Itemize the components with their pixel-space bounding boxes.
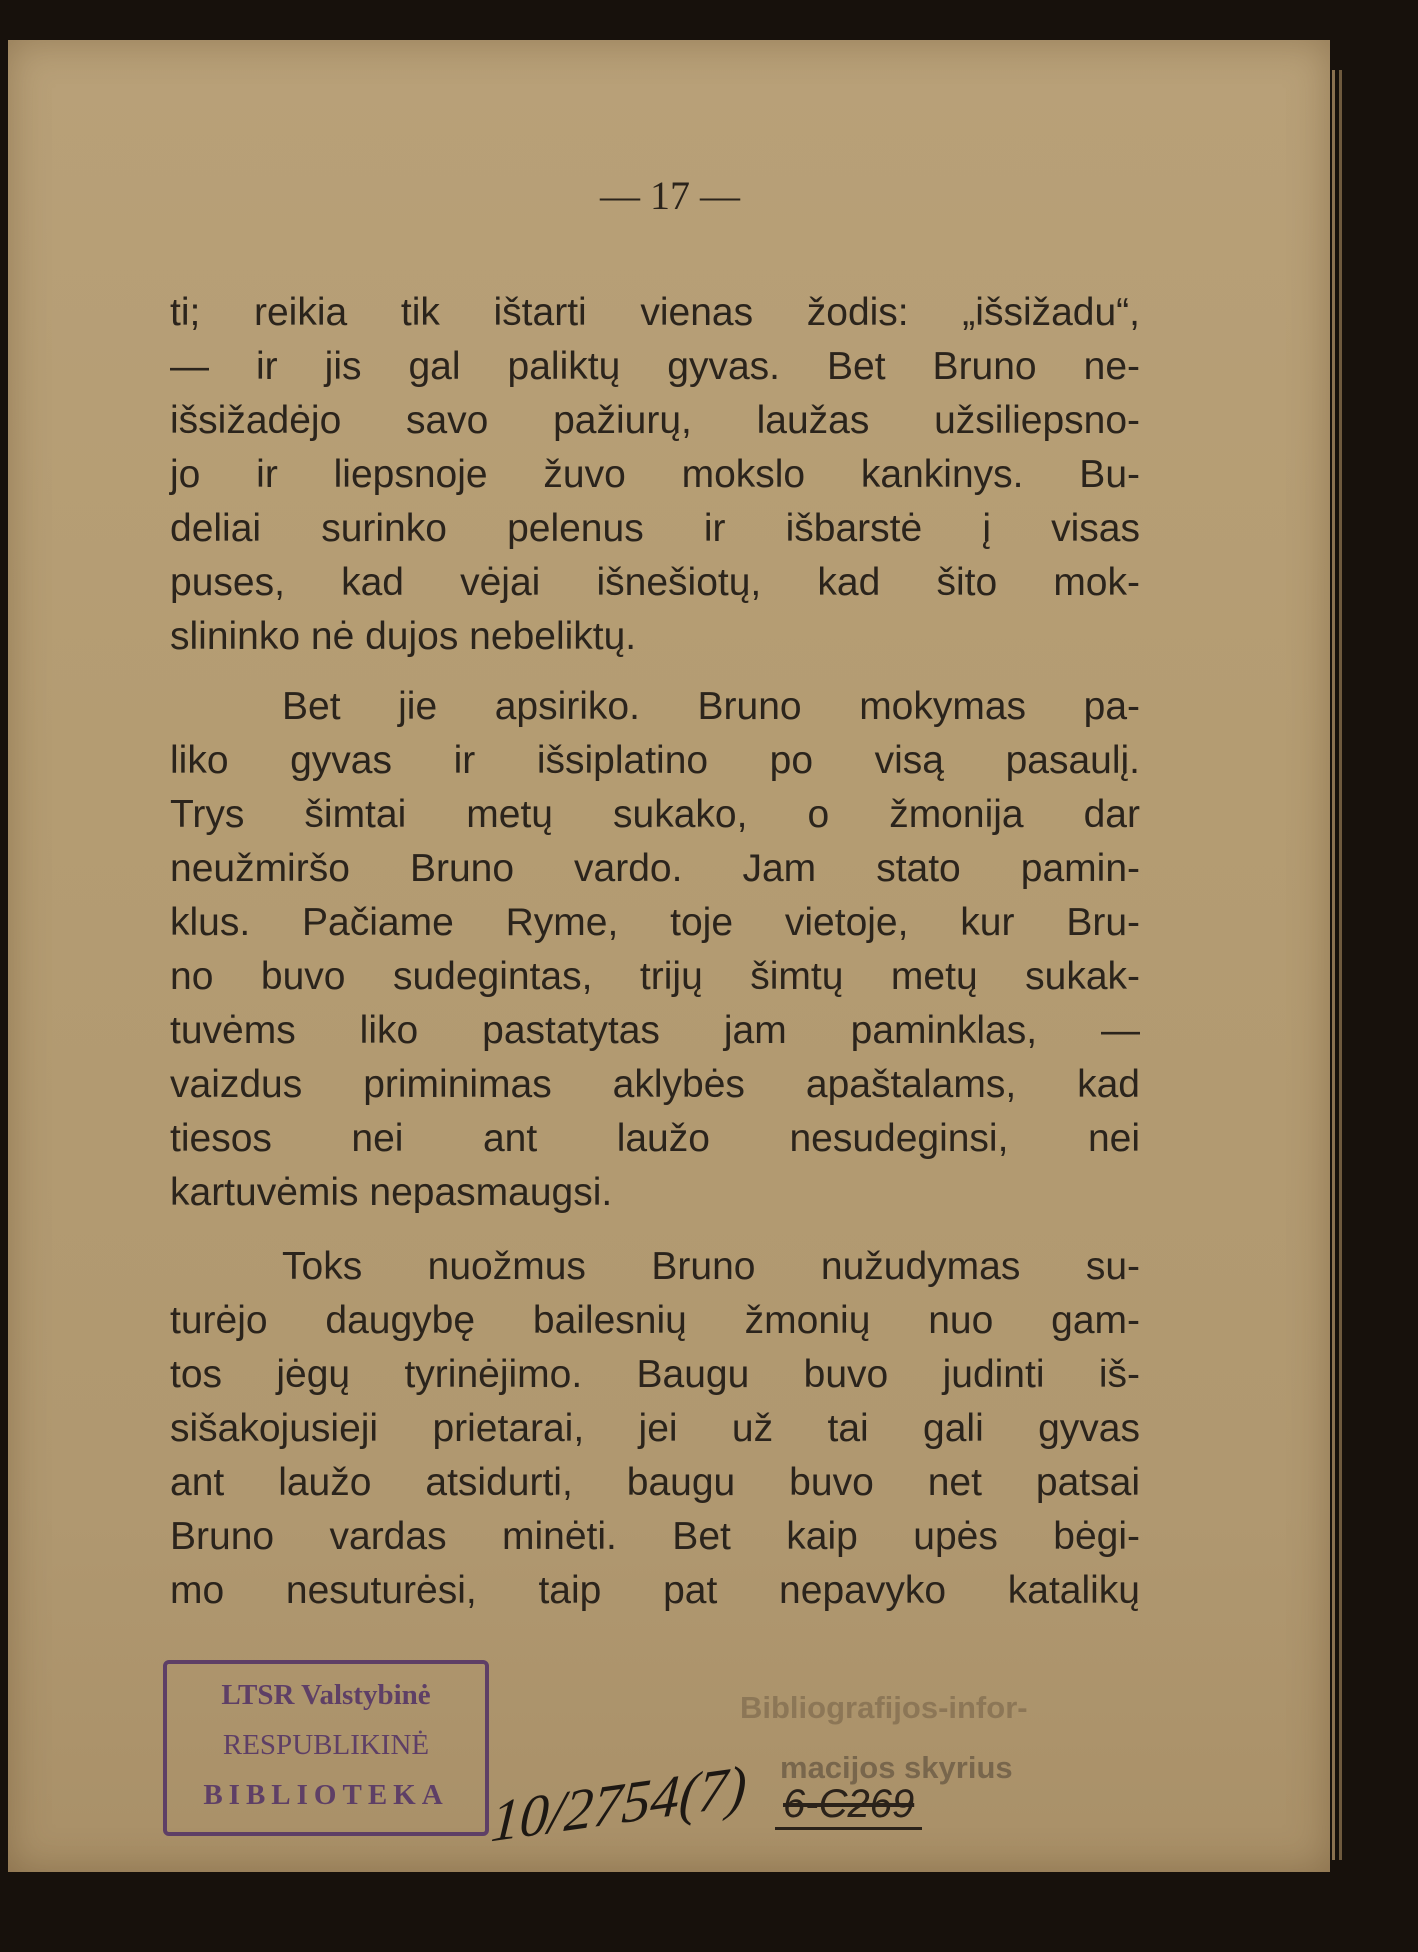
text-line: puses, kad vėjai išnešiotų, kad šito mok- [170,561,1140,604]
text-line: klus. Pačiame Ryme, toje vietoje, kur Bru- [170,901,1140,944]
text-line: kartuvėmis nepasmaugsi. [170,1171,613,1214]
text-line: tuvėms liko pastatytas jam paminklas, — [170,1009,1140,1052]
text-line: tos jėgų tyrinėjimo. Baugu buvo judinti iš- [170,1353,1140,1396]
text-line: Toks nuožmus Bruno nužudymas su- [282,1245,1140,1288]
text-line: no buvo sudegintas, trijų šimtų metų sukak- [170,955,1140,998]
text-line: išsižadėjo savo pažiurų, laužas užsiliepsno- [170,399,1140,442]
text-line: deliai surinko pelenus ir išbarstė į visas [170,507,1140,550]
text-line: ti; reikia tik ištarti vienas žodis: „išsižadu“, [170,291,1140,334]
struck-catalog-number: 6-C269 [775,1782,922,1830]
page-edge [1339,70,1342,1860]
text-line: sišakojusieji prietarai, jei už tai gali gyvas [170,1407,1140,1450]
handwritten-catalog-number: 10/2754(7) [488,1752,749,1855]
text-line: mo nesuturėsi, taip pat nepavyko katalikų [170,1569,1140,1612]
text-line: Bet jie apsiriko. Bruno mokymas pa- [282,685,1140,728]
text-line: tiesos nei ant laužo nesudeginsi, nei [170,1117,1140,1160]
paragraph-2 [170,680,1140,1220]
faint-stamp-line: macijos skyrius [780,1750,1013,1785]
text-line: vaizdus priminimas aklybės apaštalams, kad [170,1063,1140,1106]
text-line: jo ir liepsnoje žuvo mokslo kankinys. Bu- [170,453,1140,496]
paragraph-1 [170,286,1140,664]
text-line: Bruno vardas minėti. Bet kaip upės bėgi- [170,1515,1140,1558]
text-line: ant laužo atsidurti, baugu buvo net patsai [170,1461,1140,1504]
stamp-line: LTSR Valstybinė [221,1679,431,1711]
text-line: slininko nė dujos nebeliktų. [170,615,637,658]
page-edge [1332,70,1335,1860]
paragraph-3 [170,1240,1140,1618]
library-stamp [163,1660,489,1836]
faint-stamp-line: Bibliografijos-infor- [740,1690,1028,1725]
text-line: neužmiršo Bruno vardo. Jam stato pamin- [170,847,1140,890]
text-line: liko gyvas ir išsiplatino po visą pasaulį. [170,739,1140,782]
page-number: — 17 — [600,173,740,218]
text-line: — ir jis gal paliktų gyvas. Bet Bruno ne- [170,345,1140,388]
text-line: turėjo daugybę bailesnių žmonių nuo gam- [170,1299,1140,1342]
stamp-line: BIBLIOTEKA [203,1779,449,1811]
stamp-line: RESPUBLIKINĖ [222,1729,430,1761]
text-line: Trys šimtai metų sukako, o žmonija dar [170,793,1140,836]
